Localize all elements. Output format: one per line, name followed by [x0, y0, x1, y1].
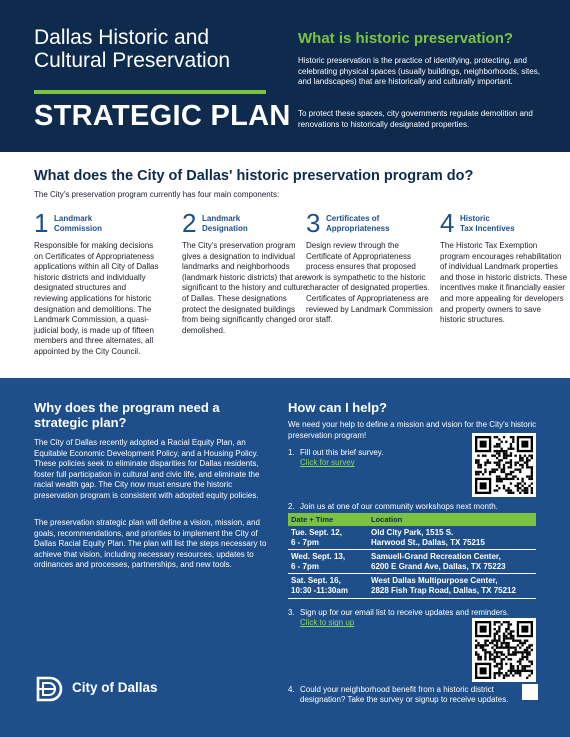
- component-name: Landmark Designation: [202, 214, 248, 233]
- document-title: [34, 26, 274, 72]
- event-location: West Dallas Multipurpose Center, 2828 Fish Trap Road, Dallas, TX 75212: [368, 574, 536, 598]
- title-divider: [34, 90, 266, 94]
- why-plan-paragraph-2: The preservation strategic plan will define a vision, mission, and goals, recommendations, and priorities to implement the City of Dallas Racial Equity Plan. The plan will list the steps necessary to achieve that vision, including necessary resources, updates to ordinances and processes, partnerships, and new tools.: [34, 518, 267, 570]
- component-number: 3: [306, 208, 321, 238]
- title-line-1: Dallas Historic and: [34, 26, 210, 49]
- component-number: 2: [182, 208, 197, 238]
- component-description: The City's preservation program gives a designation to individual landmarks and neighborhoods (landmark historic districts) that are significant to the history and culture of Dallas. These designations protect the designated buildings from being significantly changed or demolished.: [182, 241, 308, 335]
- step-text: Could your neighborhood benefit from a historic district: [300, 685, 494, 694]
- column-header-date: Date + Time: [288, 513, 368, 526]
- qr-placeholder-box: [522, 684, 538, 700]
- qr-code-icon: [475, 621, 533, 679]
- how-can-i-help-heading: How can I help?: [288, 400, 387, 415]
- table-row: [288, 550, 536, 574]
- program-question-heading: What does the City of Dallas' historic preservation program do?: [34, 168, 474, 184]
- why-plan-paragraph-1: The City of Dallas recently adopted a Racial Equity Plan, an Equitable Economic Development Policy, and a Housing Policy. These policies seek to eliminate disparities for Dallas residents, foster full participation in cultural and civic life, and eliminate the racial wealth gap. The City now must ensure the historic preservation program is consistent with adopted equity policies.: [34, 438, 260, 500]
- header-banner: [0, 0, 570, 152]
- component-description: The Historic Tax Exemption program encourages rehabilitation of individual Landmark properties and those in historic districts. These incentives make it financially easier and more appealing for developers and property owners to save historic structures.: [440, 241, 568, 325]
- city-of-dallas-wordmark: City of Dallas: [72, 680, 158, 695]
- event-location: Samuell-Grand Recreation Center, 6200 E Grand Ave, Dallas, TX 75223: [368, 550, 536, 574]
- dallas-logo-icon: [34, 674, 64, 704]
- event-date: Sat. Sept. 16, 10:30 -11:30am: [288, 574, 368, 598]
- signup-qr-code[interactable]: [472, 618, 536, 682]
- event-date: Tue. Sept. 12, 6 - 7pm: [288, 526, 368, 550]
- step-number: 4.: [288, 685, 295, 694]
- historic-preservation-heading: What is historic preservation?: [298, 30, 514, 47]
- historic-preservation-definition: Historic preservation is the practice of identifying, protecting, and celebrating physical spaces (usually buildings, neighborhoods, sites, and landscapes) that are historically and culturally important.: [298, 56, 540, 87]
- historic-preservation-regulation: To protect these spaces, city governments regulate demolition and renovations to historically designated properties.: [298, 109, 533, 129]
- program-intro: The City's preservation program currently has four main components:: [34, 190, 280, 199]
- column-header-location: Location: [368, 513, 536, 526]
- component-description: Design review through the Certificate of Appropriateness process ensures that proposed work is sympathetic to the historic character of designated properties. Certificates of Appropriateness are reviewed by Landmark Commission or staff.: [306, 241, 433, 325]
- event-date: Wed. Sept. 13, 6 - 7pm: [288, 550, 368, 574]
- component-name: Historic Tax Incentives: [460, 214, 515, 233]
- strategic-plan-heading: STRATEGIC PLAN: [34, 100, 291, 132]
- step-number: 1.: [288, 448, 295, 457]
- table-header-row: [288, 513, 536, 526]
- help-intro: We need your help to define a mission and vision for the City's historic preservation program!: [288, 420, 537, 440]
- component-description: Responsible for making decisions on Certificates of Appropriateness applications within all City of Dallas historic districts and individually designated structures and reviewing applications for historic designation and demolitions. The Landmark Commission, a quasi-judicial body, is made up of fifteen members and three alternates, all appointed by the City Council.: [34, 241, 159, 356]
- step-text: Join us at one of our community workshops next month.: [300, 502, 498, 511]
- step-text: designation? Take the survey or signup to receive updates.: [300, 695, 509, 705]
- component-number: 4: [440, 208, 455, 238]
- why-plan-heading: Why does the program need a strategic plan?: [34, 400, 220, 430]
- component-name: Landmark Commission: [54, 214, 103, 233]
- step-number: 3.: [288, 608, 295, 617]
- step-number: 2.: [288, 502, 295, 511]
- step-text: Sign up for our email list to receive updates and reminders.: [300, 608, 509, 617]
- workshop-table: [288, 513, 536, 599]
- survey-qr-code[interactable]: [472, 433, 536, 497]
- lower-section: [0, 378, 570, 737]
- event-location: Old City Park, 1515 S. Harwood St., Dallas, TX 75215: [368, 526, 536, 550]
- survey-link[interactable]: Click for survey: [300, 458, 355, 468]
- step-text: Fill out this brief survey.: [300, 448, 384, 457]
- qr-code-icon: [475, 436, 533, 494]
- table-row: [288, 526, 536, 550]
- signup-link[interactable]: Click to sign up: [300, 618, 355, 628]
- table-row: [288, 574, 536, 598]
- program-section: [0, 152, 570, 378]
- component-name: Certificates of Appropriateness: [326, 214, 390, 233]
- title-line-2: Cultural Preservation: [34, 49, 231, 72]
- component-number: 1: [34, 208, 49, 238]
